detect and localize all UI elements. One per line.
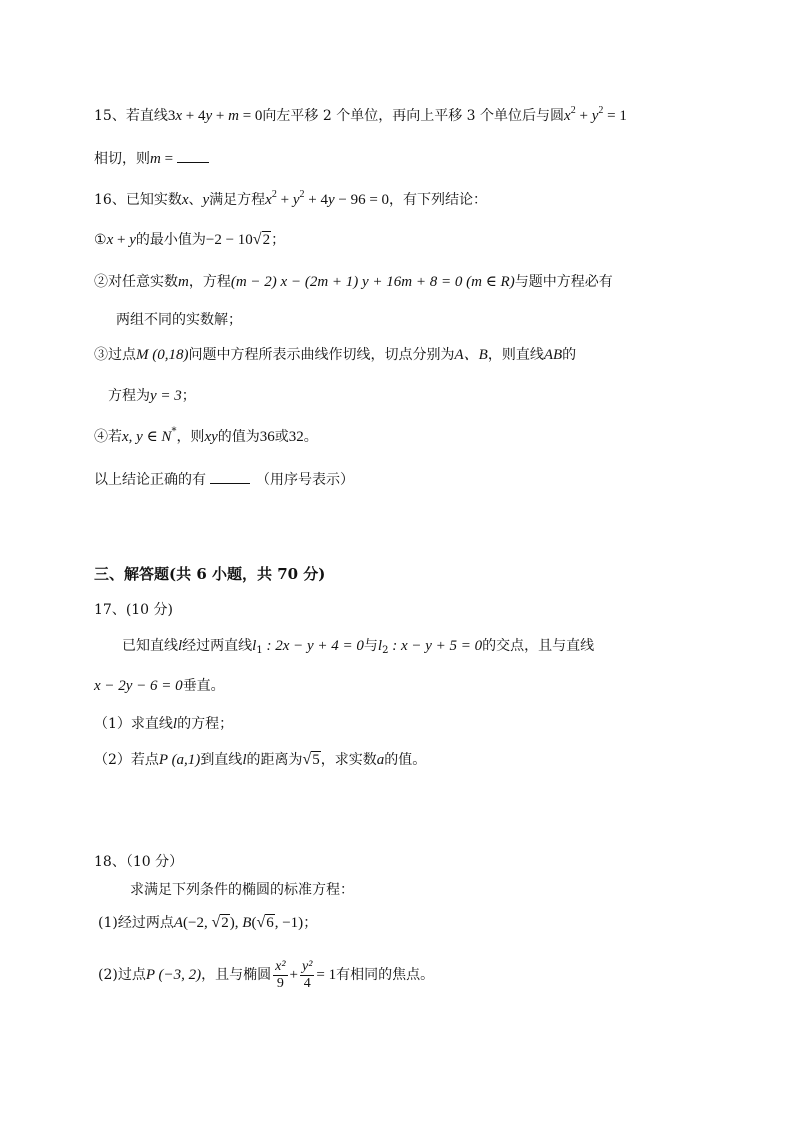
q17-text: 已知直线l经过两直线$l_1$ : 2x − y + 4 = 0与$l_2$ : x − y + 5 = 0的交点，且与直线 — [122, 638, 595, 656]
q16-conclusion-3-cont: 方程为y = 3； — [108, 388, 196, 404]
q16-conclusion-2-cont: 两组不同的实数解； — [116, 312, 242, 328]
q15-line2 — [94, 148, 209, 169]
q17-text-cont: x − 2y − 6 = 0垂直。 — [94, 678, 225, 694]
q16-conclusion-2: ②对任意实数m，方程(m − 2) x − (2m + 1) y + 16m + 8 = 0 (m ∈ R)与题中方程必有 — [94, 274, 613, 290]
q15-text: 向左平移 2 个单位，再向上平移 3 个单位后与圆 — [262, 108, 565, 124]
q15-circle-equation: $x^2 + y^2 = 1$ — [564, 105, 627, 124]
sqrt-symbol: √6 — [256, 914, 274, 931]
q15-line-equation: 3x + 4y + m = 0 — [167, 108, 263, 124]
equals: = — [160, 151, 177, 167]
q15-line1 — [94, 106, 627, 126]
q17-part-1: （1）求直线l的方程； — [94, 716, 234, 732]
q18-intro: 求满足下列条件的椭圆的标准方程： — [130, 882, 354, 898]
q15-text: 相切，则 — [94, 151, 150, 167]
q15-text: 15、若直线 — [94, 108, 168, 124]
q16-conclusion-prompt: 以上结论正确的有 （用序号表示） — [94, 469, 354, 490]
section-heading: 三、解答题(共 6 小题，共 70 分) — [94, 565, 326, 583]
q16-c2-equation: (m − 2) x − (2m + 1) y + 16m + 8 = 0 (m ∈ R) — [230, 274, 515, 290]
answer-blank — [210, 469, 250, 484]
q17-part-2: （2）若点P (a,1)到直线l的距离为√5，求实数a的值。 — [94, 751, 427, 768]
point-M: M (0,18) — [136, 347, 189, 363]
sqrt-symbol: √2 — [211, 914, 229, 931]
q18-part-2: (2)过点P (−3, 2)，且与椭圆 $\frac{\text{x²}}{9}$ + $\frac{\text{y²}}{4}$ = 1有相同的焦点。 — [98, 958, 435, 991]
q16-conclusion-3: ③过点M (0,18)问题中方程所表示曲线作切线，切点分别为A、B，则直线AB的 — [94, 347, 577, 363]
variable-m: m — [150, 151, 161, 167]
q16-conclusion-4: ④若x, y ∈ N*，则xy的值为36或32。 — [94, 426, 318, 445]
fraction-x2-9: $\frac{\text{x²}}{9}$ — [275, 958, 286, 991]
answer-blank — [177, 148, 209, 163]
q17-header: 17、(10 分) — [94, 602, 174, 618]
fraction-y2-4: $\frac{\text{y²}}{4}$ — [302, 958, 313, 991]
q16-intro: 16、已知实数x、y满足方程$x^2 + y^2 + 4y - 96 = 0$，有下列结论： — [94, 189, 488, 208]
q18-header: 18、（10 分） — [94, 854, 184, 870]
q18-part-1: (1)经过两点A(−2, √2), B(√6, −1)； — [98, 914, 318, 931]
q16-conclusion-1: ①x + y的最小值为−2 − 10√2； — [94, 231, 286, 248]
sqrt-symbol: √2 — [252, 231, 271, 248]
q16-equation: $x^2 + y^2 + 4y - 96 = 0$ — [265, 189, 390, 208]
sqrt-symbol: √5 — [302, 751, 320, 768]
